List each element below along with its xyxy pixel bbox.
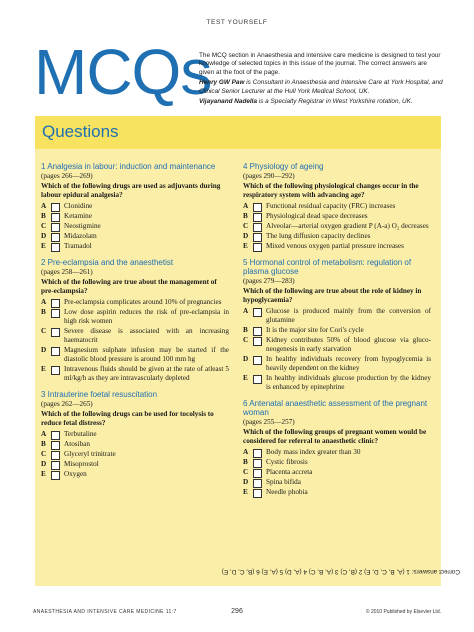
option-text: Spina bifida (266, 478, 301, 486)
question-title: 2 Pre-eclampsia and the anaesthetist (41, 258, 174, 267)
answer-option (41, 365, 229, 383)
answer-option (41, 212, 229, 221)
answer-option (243, 242, 431, 251)
author-2-desc: is a Specialty Registrar in West Yorkshire rotation, UK. (257, 98, 413, 106)
question-pages: (pages 266—269) (41, 172, 93, 180)
option-text: Glucose is produced mainly from the conversion of glutamine (266, 307, 431, 324)
option-letter: D (41, 346, 47, 354)
option-letter: C (41, 222, 47, 230)
answer-option (41, 242, 229, 251)
left-column (41, 162, 229, 486)
option-letter: A (243, 307, 249, 315)
option-checkbox[interactable] (253, 243, 262, 252)
question-block (41, 258, 229, 383)
answer-option (243, 488, 431, 497)
option-text: Kidney contributes 50% of blood glucose via gluco-neogenesis in early starvation (266, 336, 431, 353)
footer-page-number: 296 (231, 608, 243, 615)
answer-option (41, 308, 229, 326)
option-letter: B (243, 212, 248, 220)
answer-option (41, 232, 229, 241)
option-letter: E (41, 365, 46, 373)
option-checkbox[interactable] (51, 328, 60, 337)
option-checkbox[interactable] (253, 203, 262, 212)
answer-option (243, 336, 431, 354)
question-title: 6 Antenatal anaesthetic assessment of the pregnant woman (243, 399, 428, 417)
option-letter: A (41, 298, 47, 306)
answer-option (243, 202, 431, 211)
answer-option (243, 222, 431, 231)
option-letter: A (243, 448, 249, 456)
answer-option (41, 470, 229, 479)
option-checkbox[interactable] (253, 469, 262, 478)
option-text: Glyceryl trinitrate (64, 450, 116, 458)
option-checkbox[interactable] (51, 243, 60, 252)
option-letter: E (243, 242, 248, 250)
option-text: Severe disease is associated with an increasing haematocrit (64, 327, 229, 344)
mcqs-logo: MCQs (34, 36, 212, 108)
option-checkbox[interactable] (51, 451, 60, 460)
option-letter: C (243, 222, 249, 230)
option-checkbox[interactable] (51, 441, 60, 450)
option-text: Atosiban (64, 440, 90, 448)
question-block (243, 162, 431, 251)
question-stem: Which of the following are true about the management of pre-eclampsia? (41, 278, 217, 295)
option-checkbox[interactable] (51, 309, 60, 318)
option-letter: E (41, 470, 46, 478)
question-pages: (pages 290—292) (243, 172, 295, 180)
option-checkbox[interactable] (253, 356, 262, 365)
option-letter: D (41, 232, 47, 240)
option-letter: D (243, 478, 249, 486)
option-text: Clonidine (64, 202, 93, 210)
question-pages: (pages 279—283) (243, 277, 295, 285)
answer-option (243, 448, 431, 457)
option-checkbox[interactable] (51, 213, 60, 222)
option-text: Oxygen (64, 470, 87, 478)
option-checkbox[interactable] (253, 479, 262, 488)
footer-copyright: © 2010 Published by Elsevier Ltd. (365, 609, 441, 615)
answer-option (243, 232, 431, 241)
question-stem: Which of the following groups of pregnant women would be considered for referral to anaesthetic clinic? (243, 428, 427, 445)
question-pages: (pages 258—261) (41, 268, 93, 276)
answer-option (243, 458, 431, 467)
answer-option (41, 430, 229, 439)
author-2 (199, 98, 443, 106)
option-text: It is the major site for Cori's cycle (266, 326, 364, 334)
questions-title: Questions (42, 122, 119, 141)
question-title: 4 Physiology of ageing (243, 162, 324, 171)
option-letter: A (243, 202, 249, 210)
question-pages: (pages 255—257) (243, 418, 295, 426)
option-letter: B (41, 440, 46, 448)
option-checkbox[interactable] (253, 233, 262, 242)
option-text: Intravenous fluids should be given at the rate of atleast 5 ml/kg/h as they are intravascularly depleted (64, 365, 229, 382)
answer-option (243, 468, 431, 477)
footer-journal: ANAESTHESIA AND INTENSIVE CARE MEDICINE 11:7 (33, 609, 177, 615)
section-label: TEST YOURSELF (206, 19, 268, 26)
right-column (243, 162, 431, 504)
answer-option (243, 374, 431, 392)
option-letter: D (243, 232, 249, 240)
option-checkbox[interactable] (51, 366, 60, 375)
option-checkbox[interactable] (253, 449, 262, 458)
answer-option (243, 307, 431, 325)
answer-option (41, 346, 229, 364)
option-text: In healthy individuals glucose production by the kidney is enhanced by epinephrine (266, 374, 431, 391)
option-checkbox[interactable] (253, 375, 262, 384)
option-text: Misoprostol (64, 460, 99, 468)
option-text: Functional residual capacity (FRC) increases (266, 202, 396, 210)
option-checkbox[interactable] (51, 299, 60, 308)
answer-option (41, 440, 229, 449)
option-letter: E (243, 374, 248, 382)
question-block (243, 399, 431, 497)
intro-text: The MCQ section in Anaesthesia and intensive care medicine is designed to test your knowledge of selected topics in this issue of the journal. The correct answers are given at the foot of the page. (199, 52, 441, 76)
question-stem: Which of the following drugs are used as adjuvants during labour epidural analgesia? (41, 182, 221, 199)
option-checkbox[interactable] (51, 471, 60, 480)
option-text: Ketamine (64, 212, 92, 220)
option-letter: E (243, 488, 248, 496)
option-text: Alveolar—arterial oxygen gradient P (A-a) O₂ decreases (266, 222, 429, 230)
author-1-desc: is Consultant in Anaesthesia and Intensive Care at York Hospital, and Clinical Senior Lecturer at the Hull York Medical School, UK. (199, 79, 443, 95)
author-1-name: Henry GW Paw (199, 79, 245, 87)
correct-answers: Correct answers: 1 (A, B, C, D, E) 2 (B, C) 3 (A, B, C) 4 (A, D) 5 (A, E) 6 (B, C, D, E) (221, 568, 460, 575)
answer-option (243, 355, 431, 373)
option-text: The lung diffusion capacity declines (266, 232, 371, 240)
option-letter: B (41, 212, 46, 220)
option-letter: E (41, 242, 46, 250)
option-checkbox[interactable] (253, 327, 262, 336)
author-1 (199, 79, 443, 96)
question-block (41, 390, 229, 479)
option-checkbox[interactable] (51, 431, 60, 440)
option-text: Body mass index greater than 30 (266, 448, 361, 456)
question-title: 1 Analgesia in labour: induction and maintenance (41, 162, 216, 171)
answer-option (243, 478, 431, 487)
option-letter: D (243, 355, 249, 363)
option-text: Midazolam (64, 232, 97, 240)
answer-option (41, 327, 229, 345)
question-stem: Which of the following drugs can be used for tocolysis to reduce fetal distress? (41, 410, 214, 427)
option-text: Terbutaline (64, 430, 97, 438)
answer-option (41, 222, 229, 231)
option-checkbox[interactable] (51, 233, 60, 242)
option-text: Pre-eclampsia complicates around 10% of pregnancies (64, 298, 222, 306)
option-letter: A (41, 202, 47, 210)
question-block (243, 258, 431, 392)
option-text: Cystic fibrosis (266, 458, 308, 466)
option-checkbox[interactable] (51, 347, 60, 356)
option-letter: C (41, 327, 47, 335)
option-text: Physiological dead space decreases (266, 212, 368, 220)
intro-block (199, 52, 443, 108)
question-stem: Which of the following physiological changes occur in the respiratory system with advancing age? (243, 182, 419, 199)
option-letter: B (41, 308, 46, 316)
answer-option (41, 450, 229, 459)
answer-option (243, 212, 431, 221)
option-checkbox[interactable] (253, 459, 262, 468)
option-checkbox[interactable] (51, 203, 60, 212)
option-letter: C (243, 468, 249, 476)
author-2-name: Vijayanand Nadella (199, 98, 258, 106)
option-text: Magnesium sulphate infusion may be started if the diastolic blood pressure is around 100 mm hg (64, 346, 229, 363)
question-title: 3 Intrauterine foetal resuscitation (41, 390, 158, 399)
option-checkbox[interactable] (253, 223, 262, 232)
option-checkbox[interactable] (51, 461, 60, 470)
option-checkbox[interactable] (51, 223, 60, 232)
option-checkbox[interactable] (253, 308, 262, 317)
option-text: Neostigmine (64, 222, 101, 230)
option-text: Placenta accreta (266, 468, 313, 476)
answer-option (41, 460, 229, 469)
question-pages: (pages 262—265) (41, 400, 93, 408)
option-letter: C (243, 336, 249, 344)
answer-option (243, 326, 431, 335)
option-letter: C (41, 450, 47, 458)
option-text: Mixed venous oxygen partial pressure increases (266, 242, 404, 250)
question-stem: Which of the following are true about the role of kidney in hypoglycaemia? (243, 287, 422, 304)
option-text: In healthy individuals recovery from hypoglycemia is heavily dependent on the kidney (266, 355, 431, 372)
answer-option (41, 202, 229, 211)
option-letter: A (41, 430, 47, 438)
option-checkbox[interactable] (253, 213, 262, 222)
answer-option (41, 298, 229, 307)
option-letter: D (41, 460, 47, 468)
option-letter: B (243, 326, 248, 334)
option-checkbox[interactable] (253, 489, 262, 498)
option-letter: B (243, 458, 248, 466)
option-text: Low dose aspirin reduces the risk of pre-eclampsia in high risk women (64, 308, 229, 325)
question-block (41, 162, 229, 251)
question-title: 5 Hormonal control of metabolism: regulation of plasma glucose (243, 258, 412, 276)
option-text: Needle phobia (266, 488, 308, 496)
option-text: Tramadol (64, 242, 92, 250)
option-checkbox[interactable] (253, 337, 262, 346)
